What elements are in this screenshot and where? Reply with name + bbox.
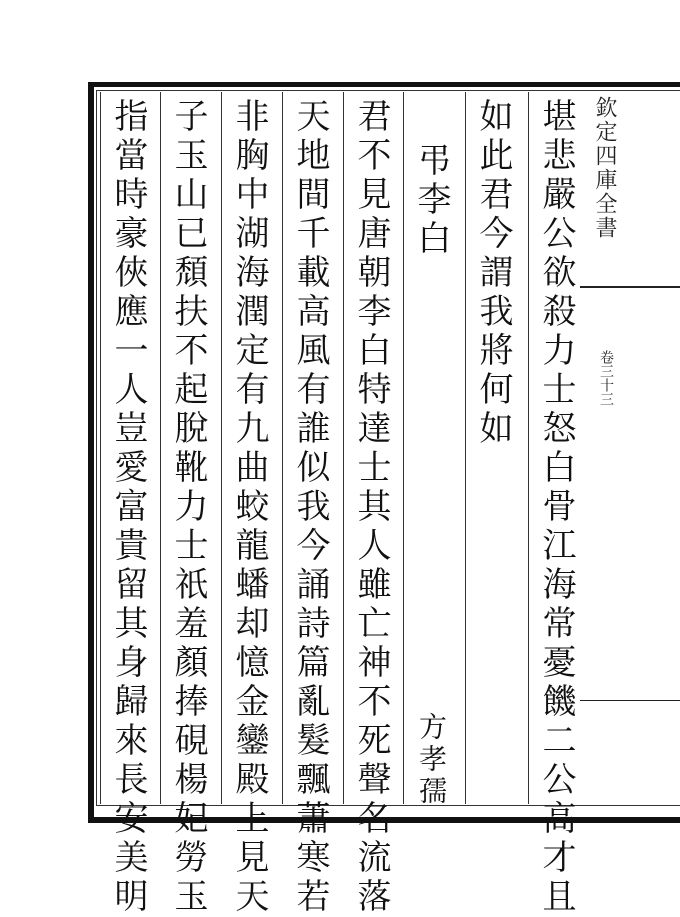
column-text: 君不見唐朝李白特達士其人雖亡神不死聲名流落 [351, 98, 391, 917]
divider [580, 286, 680, 288]
text-column-8 [100, 92, 155, 917]
volume-number: 卷三十三 [598, 350, 614, 406]
column-text: 子玉山已頹扶不起脫靴力士祇羞顏捧硯楊妃勞玉 [168, 98, 208, 917]
column-text: 非胸中湖海潤定有九曲蛟龍蟠却憶金鑾殿上見天 [229, 98, 269, 917]
column-text: 堪悲嚴公欲殺力士怒白骨江海常憂饑二公高才且 [536, 98, 576, 917]
poem-title-column [403, 92, 464, 808]
text-column-7 [160, 92, 215, 917]
column-text: 如此君今謂我將何如 [473, 98, 513, 449]
column-text: 天地間千載高風有誰似我今誦詩篇亂髮飄蕭寒若 [290, 98, 330, 917]
text-column-2 [465, 92, 520, 804]
text-column-4 [343, 92, 398, 917]
text-column-6 [221, 92, 276, 917]
poem-author: 方孝孺 [415, 712, 448, 808]
divider [580, 700, 680, 701]
column-text: 指當時豪俠應一人豈愛富貴留其身歸來長安美明 [108, 98, 148, 917]
poem-title: 弔李白 [411, 142, 451, 259]
book-title: 欽定四庫全書 [592, 96, 617, 240]
text-column-5 [282, 92, 337, 917]
text-column-1 [528, 92, 583, 917]
